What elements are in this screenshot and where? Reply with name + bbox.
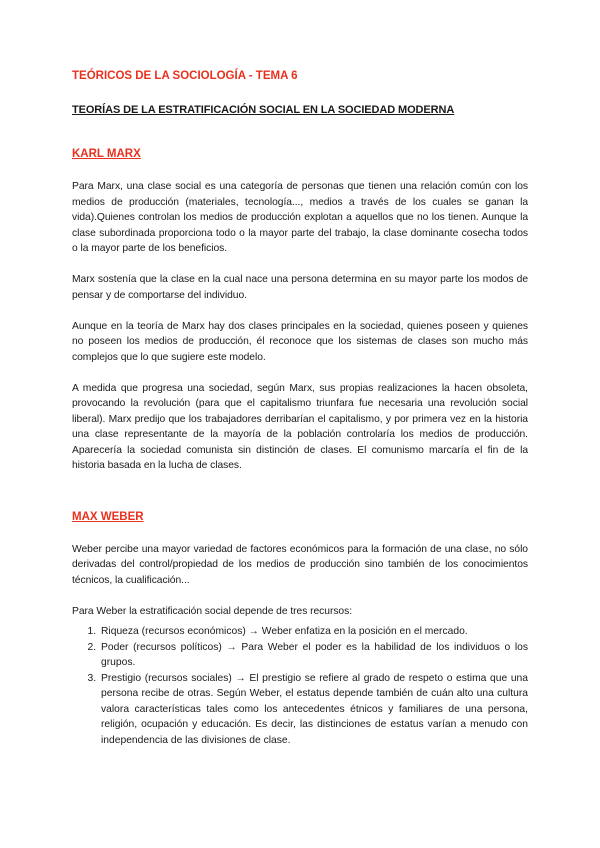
section-heading-weber: MAX WEBER <box>72 510 144 523</box>
weber-paragraph-1: Weber percibe una mayor variedad de factores económicos para la formación de una clase, no sólo derivadas del control/propiedad de los medios de producción sino también de los conocimientos técnicos, la cualificación... <box>72 543 528 586</box>
resources-list <box>72 624 528 748</box>
section-max-weber <box>72 511 528 749</box>
document-page <box>72 70 528 748</box>
list-item: 1. Riqueza (recursos económicos) → Weber enfatiza en la posición en el mercado. <box>99 624 528 640</box>
document-title: TEÓRICOS DE LA SOCIOLOGÍA - TEMA 6 <box>72 70 298 82</box>
marx-paragraph-3: Aunque en la teoría de Marx hay dos clases principales en la sociedad, quienes poseen y quienes no poseen los medios de producción, él reconoce que los sistemas de clases son mucho más complejos que lo que sugiere este modelo. <box>72 320 528 363</box>
weber-paragraph-2: Para Weber la estratificación social depende de tres recursos: <box>72 605 353 617</box>
marx-paragraph-2: Marx sostenía que la clase en la cual nace una persona determina en su mayor parte los modos de pensar y de comportarse del individuo. <box>72 274 528 301</box>
marx-paragraph-4: A medida que progresa una sociedad, según Marx, sus propias realizaciones la hacen obsoleta, provocando la revolución (para que el capitalismo triunfara fue necesaria una revolución social liberal). Marx predijo que los trabajadores derribarían el capitalismo, y por primera vez en la historia una clase representante de la mayoría de la población controlaría los medios de producción. Aparecería la sociedad comunista sin distinción de clases. El comunismo marcaría el fin de la historia basada en la lucha de clases. <box>72 382 528 471</box>
document-subtitle: TEORÍAS DE LA ESTRATIFICACIÓN SOCIAL EN LA SOCIEDAD MODERNA <box>72 104 455 116</box>
list-item: 3. Prestigio (recursos sociales) → El prestigio se refiere al grado de respeto o estima que una persona recibe de otras. Según Weber, el estatus depende también de cuán alto una cultura valora características tales como los antecedentes étnicos y familiares de una persona, religión, ocupación y educación. Es decir, las distinciones de estatus varían a menudo con independencia de las divisiones de clase. <box>99 671 528 749</box>
section-karl-marx <box>72 148 528 474</box>
marx-paragraph-1: Para Marx, una clase social es una categoría de personas que tienen una relación común con los medios de producción (materiales, tecnología..., medios a través de los cuales se ganan la vida).Quienes controlan los medios de producción explotan a aquellos que no los tienen. Aunque la clase subordinada proporciona todo o la mayor parte del trabajo, la clase dominante cosecha todos o la mayor parte de los beneficios. <box>72 181 528 254</box>
list-item: 2. Poder (recursos políticos) → Para Weber el poder es la habilidad de los individuos o los grupos. <box>99 640 528 671</box>
section-heading-marx: KARL MARX <box>72 148 141 160</box>
